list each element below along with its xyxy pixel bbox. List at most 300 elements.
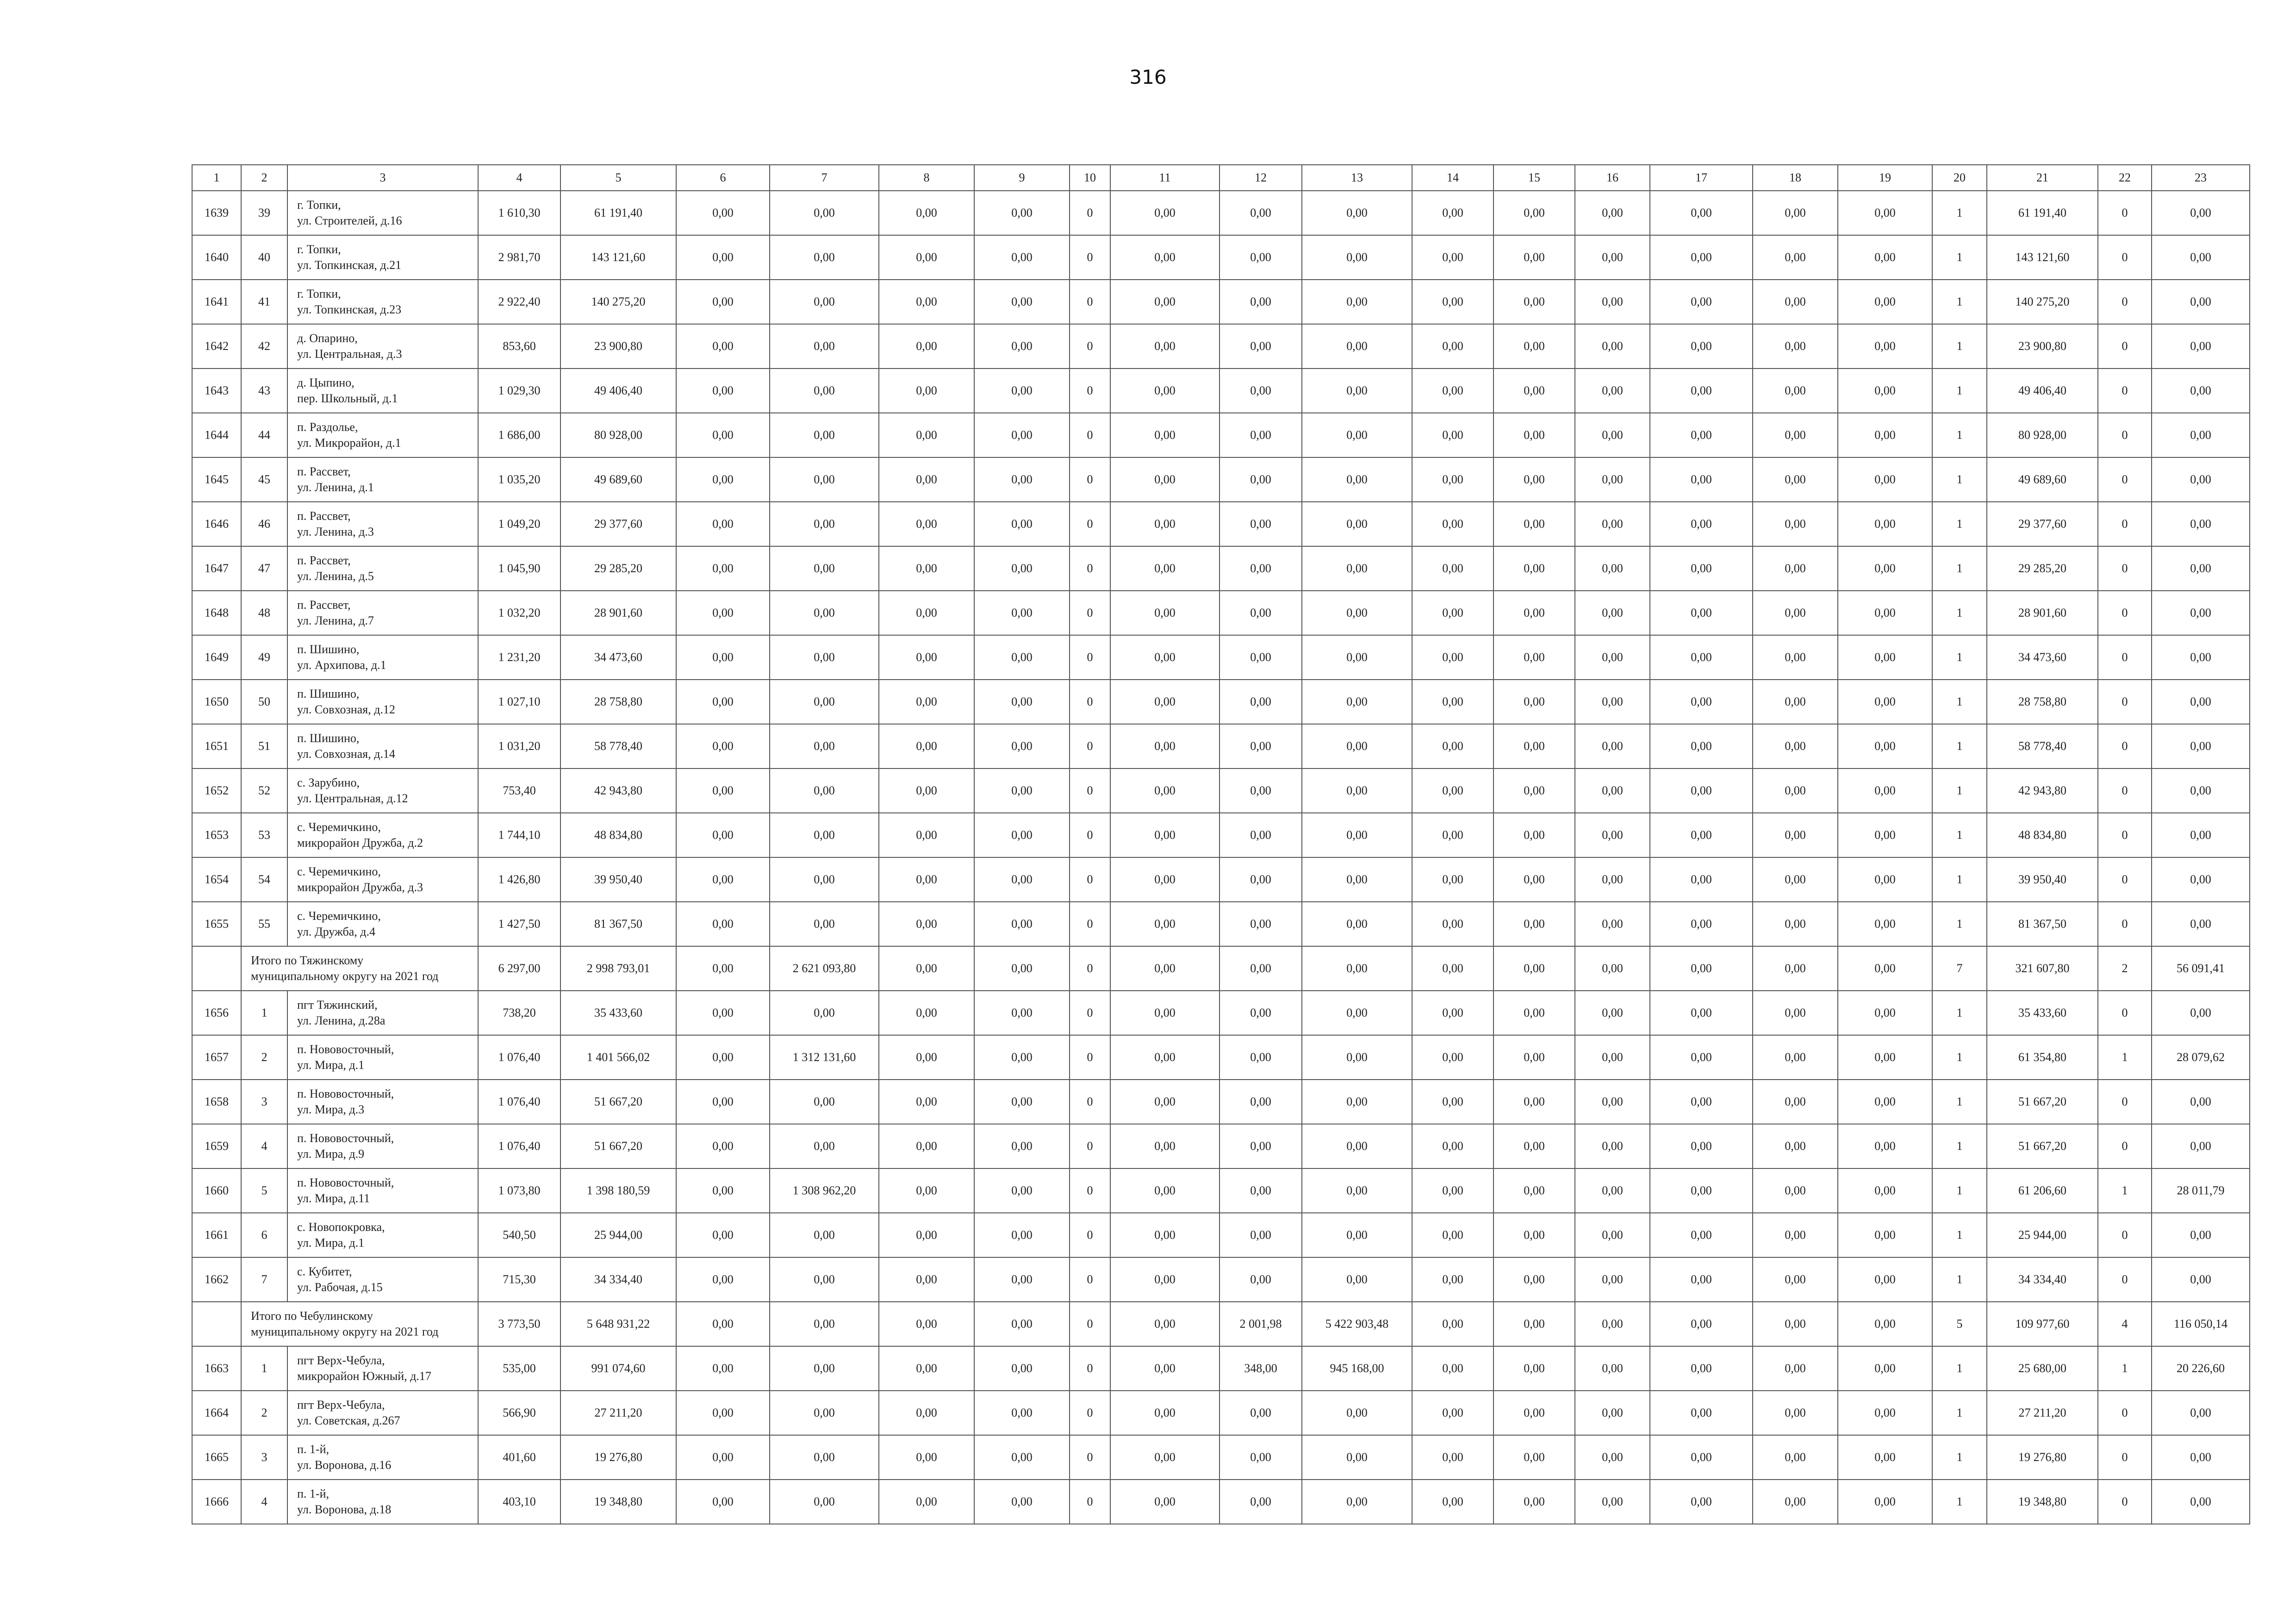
value-cell: 1	[1932, 369, 1987, 413]
value-cell: 0,00	[974, 724, 1070, 768]
value-cell: 1	[1932, 546, 1987, 591]
value-cell: 0,00	[770, 991, 879, 1035]
value-cell: 0,00	[1838, 1257, 1932, 1302]
value-cell: 1	[1932, 1257, 1987, 1302]
empty-cell	[192, 946, 241, 991]
value-cell: 0,00	[1753, 413, 1838, 457]
value-cell: 0	[1070, 1257, 1110, 1302]
value-cell: 1 426,80	[478, 857, 560, 902]
value-cell: 34 473,60	[1987, 635, 2098, 680]
value-cell: 0	[2098, 324, 2152, 369]
address-line: п. Рассвет,	[297, 465, 351, 478]
value-cell: 0,00	[1302, 1080, 1412, 1124]
value-cell: 0,00	[1650, 768, 1753, 813]
value-cell: 0,00	[676, 324, 770, 369]
address-cell	[287, 635, 478, 680]
value-cell: 0,00	[770, 413, 879, 457]
value-cell: 0,00	[1110, 502, 1220, 546]
value-cell: 0,00	[1302, 857, 1412, 902]
table-row	[192, 1213, 2250, 1257]
value-cell: 0,00	[1302, 546, 1412, 591]
row-number-cell: 51	[241, 724, 287, 768]
value-cell: 0,00	[1575, 1035, 1650, 1080]
value-cell: 143 121,60	[1987, 235, 2098, 280]
value-cell: 0,00	[1110, 235, 1220, 280]
value-cell: 6 297,00	[478, 946, 560, 991]
value-cell: 0,00	[2152, 680, 2250, 724]
value-cell: 0,00	[1575, 902, 1650, 946]
value-cell: 0,00	[1302, 1168, 1412, 1213]
value-cell: 5 648 931,22	[560, 1302, 676, 1346]
value-cell: 0,00	[974, 280, 1070, 324]
value-cell: 0,00	[1753, 457, 1838, 502]
value-cell: 0,00	[1838, 1124, 1932, 1168]
column-number: 8	[879, 165, 974, 191]
value-cell: 0,00	[1220, 1168, 1302, 1213]
value-cell: 0,00	[1575, 191, 1650, 235]
value-cell: 28 901,60	[1987, 591, 2098, 635]
address-cell	[287, 768, 478, 813]
value-cell: 0,00	[1302, 280, 1412, 324]
value-cell: 1 610,30	[478, 191, 560, 235]
value-cell: 715,30	[478, 1257, 560, 1302]
row-number-cell: 1	[241, 991, 287, 1035]
value-cell: 0,00	[770, 813, 879, 857]
row-number-cell: 44	[241, 413, 287, 457]
value-cell: 0,00	[974, 1435, 1070, 1480]
value-cell: 0,00	[1220, 502, 1302, 546]
value-cell: 0	[1070, 1346, 1110, 1391]
address-line: с. Кубитет,	[297, 1265, 352, 1278]
value-cell: 1	[1932, 280, 1987, 324]
value-cell: 0,00	[2152, 1435, 2250, 1480]
value-cell: 1	[1932, 1391, 1987, 1435]
value-cell: 0,00	[1220, 413, 1302, 457]
value-cell: 1 308 962,20	[770, 1168, 879, 1213]
value-cell: 0,00	[879, 1168, 974, 1213]
value-cell: 0,00	[676, 857, 770, 902]
address-line: п. 1-й,	[297, 1443, 329, 1456]
value-cell: 0,00	[1412, 1168, 1493, 1213]
row-id-cell: 1661	[192, 1213, 241, 1257]
value-cell: 0,00	[879, 946, 974, 991]
value-cell: 0,00	[770, 1435, 879, 1480]
value-cell: 0,00	[1110, 369, 1220, 413]
value-cell: 0,00	[1302, 902, 1412, 946]
table-row	[192, 724, 2250, 768]
value-cell: 1	[2098, 1168, 2152, 1213]
row-id-cell: 1657	[192, 1035, 241, 1080]
value-cell: 0,00	[676, 591, 770, 635]
value-cell: 0,00	[879, 1213, 974, 1257]
value-cell: 0,00	[1220, 813, 1302, 857]
value-cell: 0,00	[879, 857, 974, 902]
value-cell: 0,00	[1838, 1391, 1932, 1435]
address-line: микрорайон Дружба, д.2	[297, 836, 423, 849]
value-cell: 0,00	[974, 369, 1070, 413]
value-cell: 0,00	[1650, 546, 1753, 591]
value-cell: 0,00	[1302, 1391, 1412, 1435]
value-cell: 0,00	[1838, 724, 1932, 768]
value-cell: 1 076,40	[478, 1035, 560, 1080]
value-cell: 0,00	[1650, 324, 1753, 369]
value-cell: 1	[1932, 813, 1987, 857]
address-cell	[287, 991, 478, 1035]
value-cell: 0,00	[1753, 546, 1838, 591]
table-row	[192, 235, 2250, 280]
value-cell: 0	[2098, 413, 2152, 457]
table-row	[192, 457, 2250, 502]
value-cell: 49 689,60	[1987, 457, 2098, 502]
address-line: ул. Мира, д.1	[297, 1058, 365, 1072]
value-cell: 1	[1932, 680, 1987, 724]
value-cell: 29 285,20	[1987, 546, 2098, 591]
value-cell: 0,00	[2152, 1213, 2250, 1257]
value-cell: 0	[2098, 191, 2152, 235]
address-line: п. Шишино,	[297, 687, 360, 700]
address-line: с. Черемичкино,	[297, 820, 381, 834]
value-cell: 0,00	[1650, 457, 1753, 502]
address-line: п. Рассвет,	[297, 509, 351, 523]
value-cell: 0,00	[1650, 413, 1753, 457]
value-cell: 0	[2098, 991, 2152, 1035]
value-cell: 401,60	[478, 1435, 560, 1480]
value-cell: 348,00	[1220, 1346, 1302, 1391]
value-cell: 0,00	[1650, 1080, 1753, 1124]
value-cell: 0,00	[1753, 1080, 1838, 1124]
value-cell: 0,00	[1575, 324, 1650, 369]
address-cell	[287, 1480, 478, 1524]
value-cell: 0,00	[1412, 324, 1493, 369]
column-number: 4	[478, 165, 560, 191]
value-cell: 0,00	[879, 1080, 974, 1124]
value-cell: 28 758,80	[1987, 680, 2098, 724]
value-cell: 0,00	[1110, 1035, 1220, 1080]
value-cell: 0,00	[1650, 991, 1753, 1035]
value-cell: 321 607,80	[1987, 946, 2098, 991]
value-cell: 0,00	[1110, 813, 1220, 857]
column-number: 3	[287, 165, 478, 191]
address-cell	[287, 235, 478, 280]
value-cell: 0,00	[974, 502, 1070, 546]
total-label-line: муниципальному округу на 2021 год	[251, 969, 439, 983]
value-cell: 0,00	[2152, 546, 2250, 591]
value-cell: 1 744,10	[478, 813, 560, 857]
address-cell	[287, 1257, 478, 1302]
value-cell: 0,00	[1220, 324, 1302, 369]
address-line: ул. Мира, д.3	[297, 1103, 365, 1116]
value-cell: 0,00	[1110, 1391, 1220, 1435]
value-cell: 0,00	[1220, 635, 1302, 680]
value-cell: 1 049,20	[478, 502, 560, 546]
value-cell: 0,00	[974, 191, 1070, 235]
value-cell: 0,00	[2152, 369, 2250, 413]
value-cell: 0,00	[879, 191, 974, 235]
value-cell: 80 928,00	[560, 413, 676, 457]
value-cell: 0,00	[1650, 1346, 1753, 1391]
address-cell	[287, 413, 478, 457]
table-row	[192, 991, 2250, 1035]
value-cell: 0,00	[2152, 1480, 2250, 1524]
value-cell: 0,00	[1753, 946, 1838, 991]
value-cell: 0,00	[1110, 591, 1220, 635]
value-cell: 4	[2098, 1302, 2152, 1346]
value-cell: 0	[2098, 1257, 2152, 1302]
row-number-cell: 4	[241, 1480, 287, 1524]
value-cell: 0	[1070, 457, 1110, 502]
value-cell: 0,00	[676, 1124, 770, 1168]
value-cell: 0,00	[1650, 369, 1753, 413]
value-cell: 0,00	[1493, 413, 1575, 457]
address-cell	[287, 680, 478, 724]
value-cell: 0,00	[1493, 1302, 1575, 1346]
column-number: 6	[676, 165, 770, 191]
value-cell: 0,00	[1650, 1391, 1753, 1435]
value-cell: 0,00	[1575, 946, 1650, 991]
value-cell: 1	[1932, 324, 1987, 369]
table-row	[192, 191, 2250, 235]
value-cell: 0,00	[1220, 1124, 1302, 1168]
value-cell: 1	[1932, 1124, 1987, 1168]
address-line: ул. Ленина, д.5	[297, 569, 374, 583]
value-cell: 0,00	[1220, 1080, 1302, 1124]
value-cell: 0,00	[1838, 946, 1932, 991]
table-row	[192, 1391, 2250, 1435]
row-number-cell: 4	[241, 1124, 287, 1168]
value-cell: 0,00	[1302, 946, 1412, 991]
value-cell: 48 834,80	[1987, 813, 2098, 857]
value-cell: 140 275,20	[560, 280, 676, 324]
value-cell: 28 079,62	[2152, 1035, 2250, 1080]
address-cell	[287, 1124, 478, 1168]
value-cell: 0,00	[676, 1080, 770, 1124]
value-cell: 0,00	[676, 1302, 770, 1346]
value-cell: 42 943,80	[560, 768, 676, 813]
value-cell: 0,00	[1650, 280, 1753, 324]
value-cell: 80 928,00	[1987, 413, 2098, 457]
value-cell: 0,00	[2152, 635, 2250, 680]
address-line: п. Нововосточный,	[297, 1043, 394, 1056]
value-cell: 0,00	[676, 635, 770, 680]
value-cell: 0,00	[1302, 724, 1412, 768]
value-cell: 0	[2098, 680, 2152, 724]
value-cell: 0,00	[1575, 502, 1650, 546]
row-id-cell: 1654	[192, 857, 241, 902]
value-cell: 0,00	[1753, 813, 1838, 857]
value-cell: 0	[2098, 857, 2152, 902]
value-cell: 0,00	[1753, 235, 1838, 280]
value-cell: 0,00	[1838, 413, 1932, 457]
value-cell: 0,00	[1650, 680, 1753, 724]
value-cell: 0,00	[974, 1257, 1070, 1302]
value-cell: 0,00	[1838, 1035, 1932, 1080]
value-cell: 19 348,80	[1987, 1480, 2098, 1524]
address-line: ул. Ленина, д.1	[297, 481, 374, 494]
value-cell: 0,00	[1493, 324, 1575, 369]
value-cell: 0,00	[1753, 991, 1838, 1035]
value-cell: 0,00	[974, 1302, 1070, 1346]
value-cell: 0,00	[1110, 191, 1220, 235]
value-cell: 0	[2098, 457, 2152, 502]
address-line: г. Топки,	[297, 287, 341, 300]
address-line: пгт Тяжинский,	[297, 998, 378, 1012]
value-cell: 0,00	[2152, 813, 2250, 857]
value-cell: 0,00	[974, 991, 1070, 1035]
value-cell: 0	[2098, 1080, 2152, 1124]
value-cell: 2 001,98	[1220, 1302, 1302, 1346]
value-cell: 0,00	[1493, 502, 1575, 546]
row-id-cell: 1660	[192, 1168, 241, 1213]
value-cell: 1 076,40	[478, 1124, 560, 1168]
value-cell: 0,00	[1220, 1480, 1302, 1524]
value-cell: 0,00	[974, 902, 1070, 946]
value-cell: 0,00	[1493, 768, 1575, 813]
value-cell: 0,00	[1838, 191, 1932, 235]
table-row	[192, 413, 2250, 457]
value-cell: 0,00	[676, 991, 770, 1035]
value-cell: 0,00	[1650, 857, 1753, 902]
value-cell: 0	[2098, 1391, 2152, 1435]
value-cell: 140 275,20	[1987, 280, 2098, 324]
value-cell: 0,00	[1110, 635, 1220, 680]
value-cell: 0,00	[1110, 1080, 1220, 1124]
address-cell	[287, 1213, 478, 1257]
table-row	[192, 635, 2250, 680]
value-cell: 0,00	[1753, 724, 1838, 768]
address-cell	[287, 546, 478, 591]
value-cell: 29 377,60	[560, 502, 676, 546]
value-cell: 0,00	[676, 1480, 770, 1524]
value-cell: 1 401 566,02	[560, 1035, 676, 1080]
value-cell: 0,00	[1575, 724, 1650, 768]
column-number: 11	[1110, 165, 1220, 191]
row-number-cell: 52	[241, 768, 287, 813]
value-cell: 0,00	[1412, 768, 1493, 813]
column-number: 20	[1932, 165, 1987, 191]
value-cell: 0,00	[974, 235, 1070, 280]
value-cell: 1 231,20	[478, 635, 560, 680]
row-number-cell: 46	[241, 502, 287, 546]
value-cell: 0,00	[1838, 1480, 1932, 1524]
value-cell: 35 433,60	[1987, 991, 2098, 1035]
value-cell: 2 998 793,01	[560, 946, 676, 991]
value-cell: 0,00	[1220, 1035, 1302, 1080]
value-cell: 0,00	[676, 1168, 770, 1213]
value-cell: 0,00	[1650, 191, 1753, 235]
value-cell: 0,00	[1110, 1124, 1220, 1168]
row-id-cell: 1664	[192, 1391, 241, 1435]
address-line: ул. Мира, д.11	[297, 1192, 370, 1205]
address-cell	[287, 1391, 478, 1435]
table-row	[192, 280, 2250, 324]
value-cell: 0,00	[974, 857, 1070, 902]
value-cell: 0,00	[1493, 991, 1575, 1035]
value-cell: 0,00	[1493, 680, 1575, 724]
row-number-cell: 45	[241, 457, 287, 502]
value-cell: 0,00	[974, 680, 1070, 724]
value-cell: 0,00	[1412, 1213, 1493, 1257]
row-number-cell: 43	[241, 369, 287, 413]
column-number: 15	[1493, 165, 1575, 191]
value-cell: 0	[2098, 902, 2152, 946]
value-cell: 0,00	[1302, 1213, 1412, 1257]
value-cell: 39 950,40	[1987, 857, 2098, 902]
value-cell: 0,00	[1753, 1391, 1838, 1435]
value-cell: 0,00	[1575, 1346, 1650, 1391]
value-cell: 0,00	[770, 857, 879, 902]
value-cell: 0,00	[1753, 1346, 1838, 1391]
value-cell: 0,00	[1110, 1302, 1220, 1346]
value-cell: 0,00	[2152, 191, 2250, 235]
row-number-cell: 42	[241, 324, 287, 369]
value-cell: 0,00	[1838, 1435, 1932, 1480]
value-cell: 0,00	[1493, 1435, 1575, 1480]
value-cell: 0,00	[974, 768, 1070, 813]
address-line: д. Цыпино,	[297, 376, 355, 389]
value-cell: 0	[1070, 235, 1110, 280]
value-cell: 0,00	[1110, 1435, 1220, 1480]
value-cell: 0,00	[1575, 280, 1650, 324]
value-cell: 753,40	[478, 768, 560, 813]
table-row	[192, 1080, 2250, 1124]
value-cell: 0,00	[770, 280, 879, 324]
value-cell: 0,00	[1493, 546, 1575, 591]
row-id-cell: 1663	[192, 1346, 241, 1391]
value-cell: 0	[1070, 635, 1110, 680]
value-cell: 0,00	[1493, 1480, 1575, 1524]
row-id-cell: 1644	[192, 413, 241, 457]
value-cell: 0,00	[1493, 235, 1575, 280]
value-cell: 0,00	[1412, 369, 1493, 413]
value-cell: 0,00	[1753, 1257, 1838, 1302]
value-cell: 0,00	[1493, 191, 1575, 235]
value-cell: 0,00	[676, 191, 770, 235]
value-cell: 0,00	[974, 1391, 1070, 1435]
value-cell: 540,50	[478, 1213, 560, 1257]
value-cell: 0,00	[770, 1213, 879, 1257]
value-cell: 109 977,60	[1987, 1302, 2098, 1346]
value-cell: 0,00	[1575, 1391, 1650, 1435]
row-id-cell: 1648	[192, 591, 241, 635]
value-cell: 0,00	[770, 1302, 879, 1346]
value-cell: 0,00	[2152, 591, 2250, 635]
value-cell: 0,00	[1575, 1213, 1650, 1257]
value-cell: 0,00	[770, 235, 879, 280]
address-cell	[287, 1168, 478, 1213]
value-cell: 1	[1932, 591, 1987, 635]
value-cell: 0,00	[2152, 1124, 2250, 1168]
value-cell: 0,00	[1220, 1435, 1302, 1480]
table-row	[192, 813, 2250, 857]
address-cell	[287, 280, 478, 324]
value-cell: 0,00	[879, 724, 974, 768]
value-cell: 0,00	[2152, 724, 2250, 768]
total-label	[241, 946, 478, 991]
value-cell: 0	[1070, 1391, 1110, 1435]
column-number: 16	[1575, 165, 1650, 191]
value-cell: 0,00	[879, 1391, 974, 1435]
value-cell: 0,00	[676, 1346, 770, 1391]
value-cell: 0,00	[974, 1080, 1070, 1124]
value-cell: 0,00	[1575, 1168, 1650, 1213]
value-cell: 143 121,60	[560, 235, 676, 280]
value-cell: 51 667,20	[1987, 1124, 2098, 1168]
value-cell: 0,00	[1838, 1346, 1932, 1391]
value-cell: 1 029,30	[478, 369, 560, 413]
value-cell: 0,00	[1412, 191, 1493, 235]
value-cell: 0	[2098, 280, 2152, 324]
value-cell: 0,00	[1838, 324, 1932, 369]
